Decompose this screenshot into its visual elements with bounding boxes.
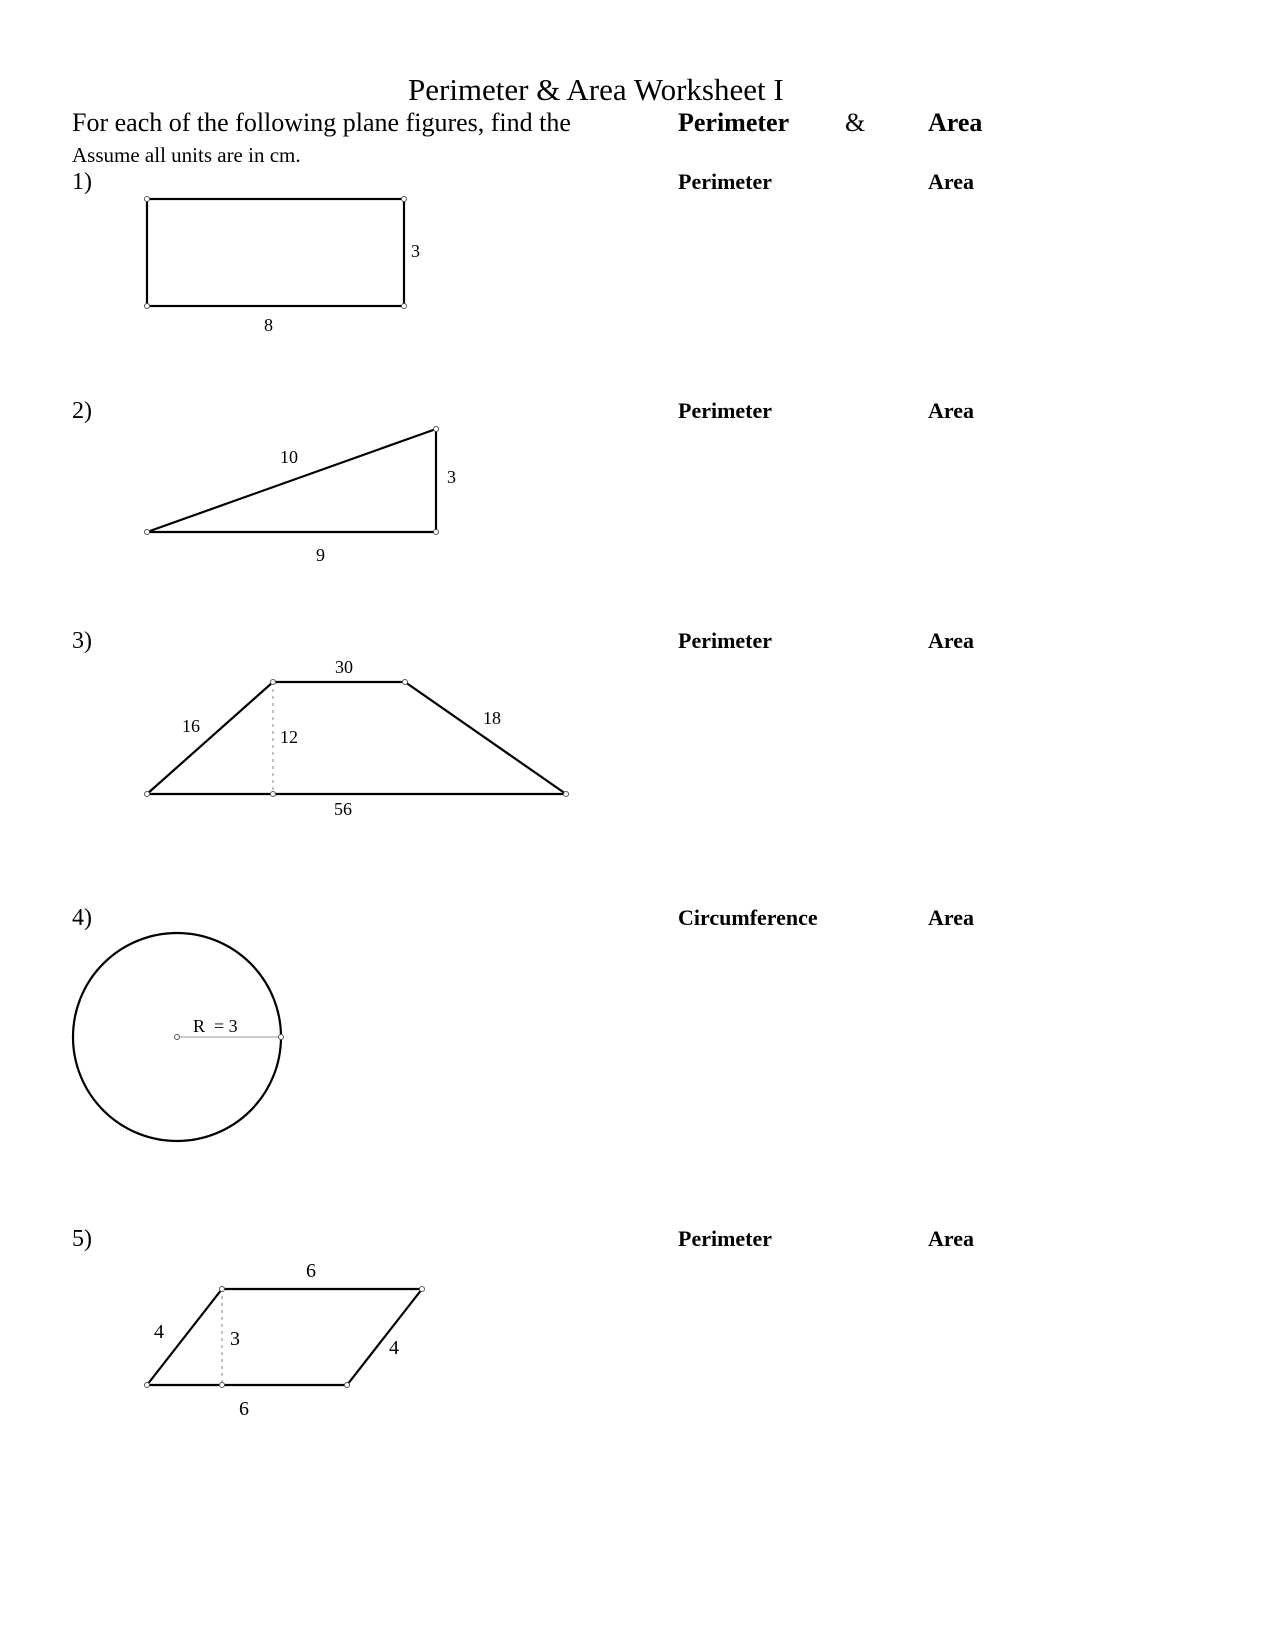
perimeter-label: Perimeter [678, 1226, 773, 1251]
figure-trapezoid [145, 657, 569, 819]
radius-label: R = 3 [193, 1016, 238, 1036]
circumference-label: Circumference [678, 905, 818, 930]
rectangle-shape [147, 199, 404, 306]
top-base-label: 30 [335, 657, 353, 677]
area-label: Area [928, 169, 975, 194]
area-label: Area [928, 1226, 975, 1251]
figure-circle [73, 933, 284, 1141]
triangle-shape [147, 429, 436, 532]
bottom-base-label: 56 [334, 799, 352, 819]
base-label: 8 [264, 315, 273, 335]
perimeter-label: Perimeter [678, 628, 773, 653]
hypotenuse-label: 10 [280, 447, 298, 467]
perimeter-header: Perimeter [678, 108, 790, 137]
units-note: Assume all units are in cm. [72, 143, 301, 167]
problem-number: 3) [72, 628, 92, 654]
area-header: Area [928, 108, 983, 137]
right-side-label: 4 [389, 1337, 399, 1359]
bottom-side-label: 6 [239, 1398, 249, 1420]
figure-right-triangle [145, 427, 457, 566]
right-side-label: 18 [483, 708, 501, 728]
problem-number: 4) [72, 905, 92, 931]
figure-parallelogram [145, 1260, 425, 1420]
parallelogram-shape [147, 1289, 422, 1385]
problem-number: 5) [72, 1226, 92, 1252]
problem-number: 2) [72, 398, 92, 424]
height-label: 3 [230, 1328, 240, 1350]
trapezoid-shape [147, 682, 566, 794]
page-title: Perimeter & Area Worksheet I [408, 72, 784, 107]
top-side-label: 6 [306, 1260, 316, 1282]
height-label: 12 [280, 727, 298, 747]
figure-rectangle [145, 197, 421, 336]
side-label: 3 [447, 467, 456, 487]
area-label: Area [928, 398, 975, 423]
instruction-text: For each of the following plane figures, find the [72, 108, 571, 137]
ampersand-header: & [845, 108, 866, 137]
perimeter-label: Perimeter [678, 169, 773, 194]
left-side-label: 4 [154, 1321, 164, 1343]
side-label: 3 [411, 241, 420, 261]
area-label: Area [928, 905, 975, 930]
base-label: 9 [316, 545, 325, 565]
perimeter-label: Perimeter [678, 398, 773, 423]
area-label: Area [928, 628, 975, 653]
problem-number: 1) [72, 169, 92, 195]
left-side-label: 16 [182, 716, 200, 736]
